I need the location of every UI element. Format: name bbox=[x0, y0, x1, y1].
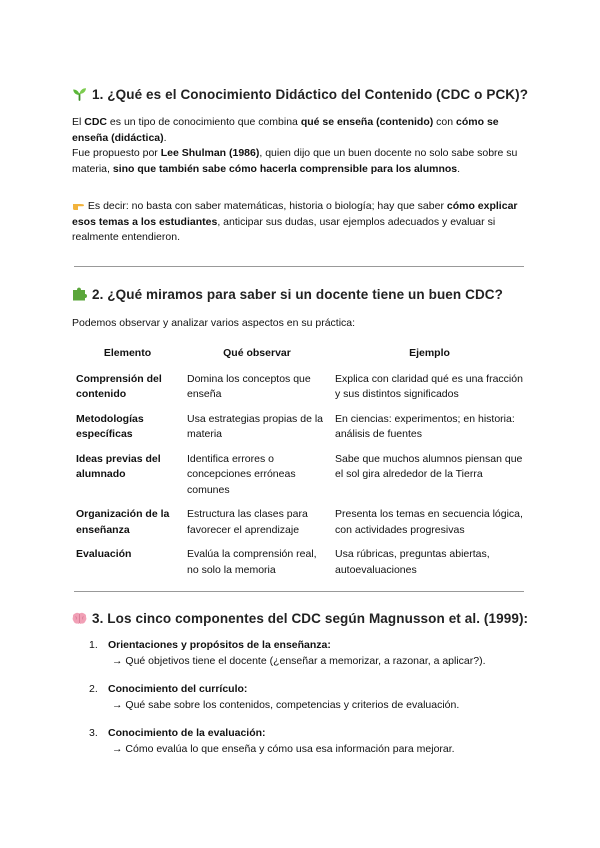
table-cell: Comprensión del contenido bbox=[76, 372, 162, 400]
cdc-aspects-table bbox=[72, 342, 528, 587]
table-row bbox=[72, 507, 528, 547]
cdc-definition: El CDC es un tipo de conocimiento que combina qué se enseña (contenido) con cómo se enseña (didáctica). Fue propuesto por Lee Shulman (1986), quien dijo que un buen docente no solo sabe sobre su materia, sino que también sabe cómo hacerla comprensible para los alumnos. bbox=[72, 116, 518, 175]
section-1-title: 1. ¿Qué es el Conocimiento Didáctico del Contenido (CDC o PCK)? bbox=[72, 87, 528, 102]
table-cell: Evaluación bbox=[76, 548, 132, 560]
table-cell: Sabe que muchos alumnos piensan que el sol gira alrededor de la Tierra bbox=[335, 452, 523, 480]
table-row bbox=[72, 372, 528, 412]
table-cell: Organización de la enseñanza bbox=[76, 508, 170, 536]
table-row bbox=[72, 452, 528, 508]
header-elemento: Elemento bbox=[103, 347, 152, 359]
list-item: 2. Conocimiento del currículo: → Qué sabe sobre los contenidos, competencias y criterios de evaluación. bbox=[89, 683, 460, 711]
section-divider bbox=[74, 266, 524, 267]
header-ejemplo: Ejemplo bbox=[409, 347, 450, 359]
table-cell: Identifica errores o concepciones erróneas comunes bbox=[187, 452, 296, 496]
table-row bbox=[72, 547, 528, 587]
seedling-icon bbox=[72, 87, 88, 101]
section-3-title: 3. Los cinco componentes del CDC según Magnusson et al. (1999): bbox=[72, 611, 528, 626]
table-cell: En ciencias: experimentos; en historia: análisis de fuentes bbox=[335, 412, 515, 440]
table-cell: Estructura las clases para favorecer el aprendizaje bbox=[187, 508, 308, 536]
table-cell: Evalúa la comprensión real, no solo la memoria bbox=[187, 548, 317, 576]
pointing-hand-icon bbox=[72, 200, 85, 211]
table-cell: Explica con claridad qué es una fracción y sus distintos significados bbox=[335, 372, 523, 400]
table-cell: Metodologías específicas bbox=[76, 412, 144, 440]
table-cell: Usa rúbricas, preguntas abiertas, autoevaluaciones bbox=[335, 548, 490, 576]
header-que-observar: Qué observar bbox=[223, 347, 291, 359]
table-cell: Presenta los temas en secuencia lógica, con actividades progresivas bbox=[335, 508, 523, 536]
brain-icon bbox=[72, 612, 88, 625]
table-cell: Usa estrategias propias de la materia bbox=[187, 412, 323, 440]
table-cell: Ideas previas del alumnado bbox=[76, 452, 161, 480]
table-header-row bbox=[72, 342, 528, 372]
table-row bbox=[72, 412, 528, 452]
list-item: 1. Orientaciones y propósitos de la enseñanza: → Qué objetivos tiene el docente (¿enseñar a memorizar, a razonar, a aplicar?). bbox=[89, 639, 486, 667]
section-2-intro: Podemos observar y analizar varios aspectos en su práctica: bbox=[72, 317, 356, 329]
puzzle-icon bbox=[72, 287, 88, 301]
components-list bbox=[72, 638, 532, 770]
table-cell: Domina los conceptos que enseña bbox=[187, 372, 311, 400]
section-divider bbox=[74, 591, 524, 592]
section-2-title: 2. ¿Qué miramos para saber si un docente tiene un buen CDC? bbox=[72, 287, 503, 302]
cdc-explanation: Es decir: no basta con saber matemáticas, historia o biología; hay que saber cómo explicar esos temas a los estudiantes, anticipar sus dudas, usar ejemplos adecuados y evaluar si realmente entendieron. bbox=[72, 200, 518, 243]
list-item: 3. Conocimiento de la evaluación: → Cómo evalúa lo que enseña y cómo usa esa información para mejorar. bbox=[89, 727, 455, 755]
